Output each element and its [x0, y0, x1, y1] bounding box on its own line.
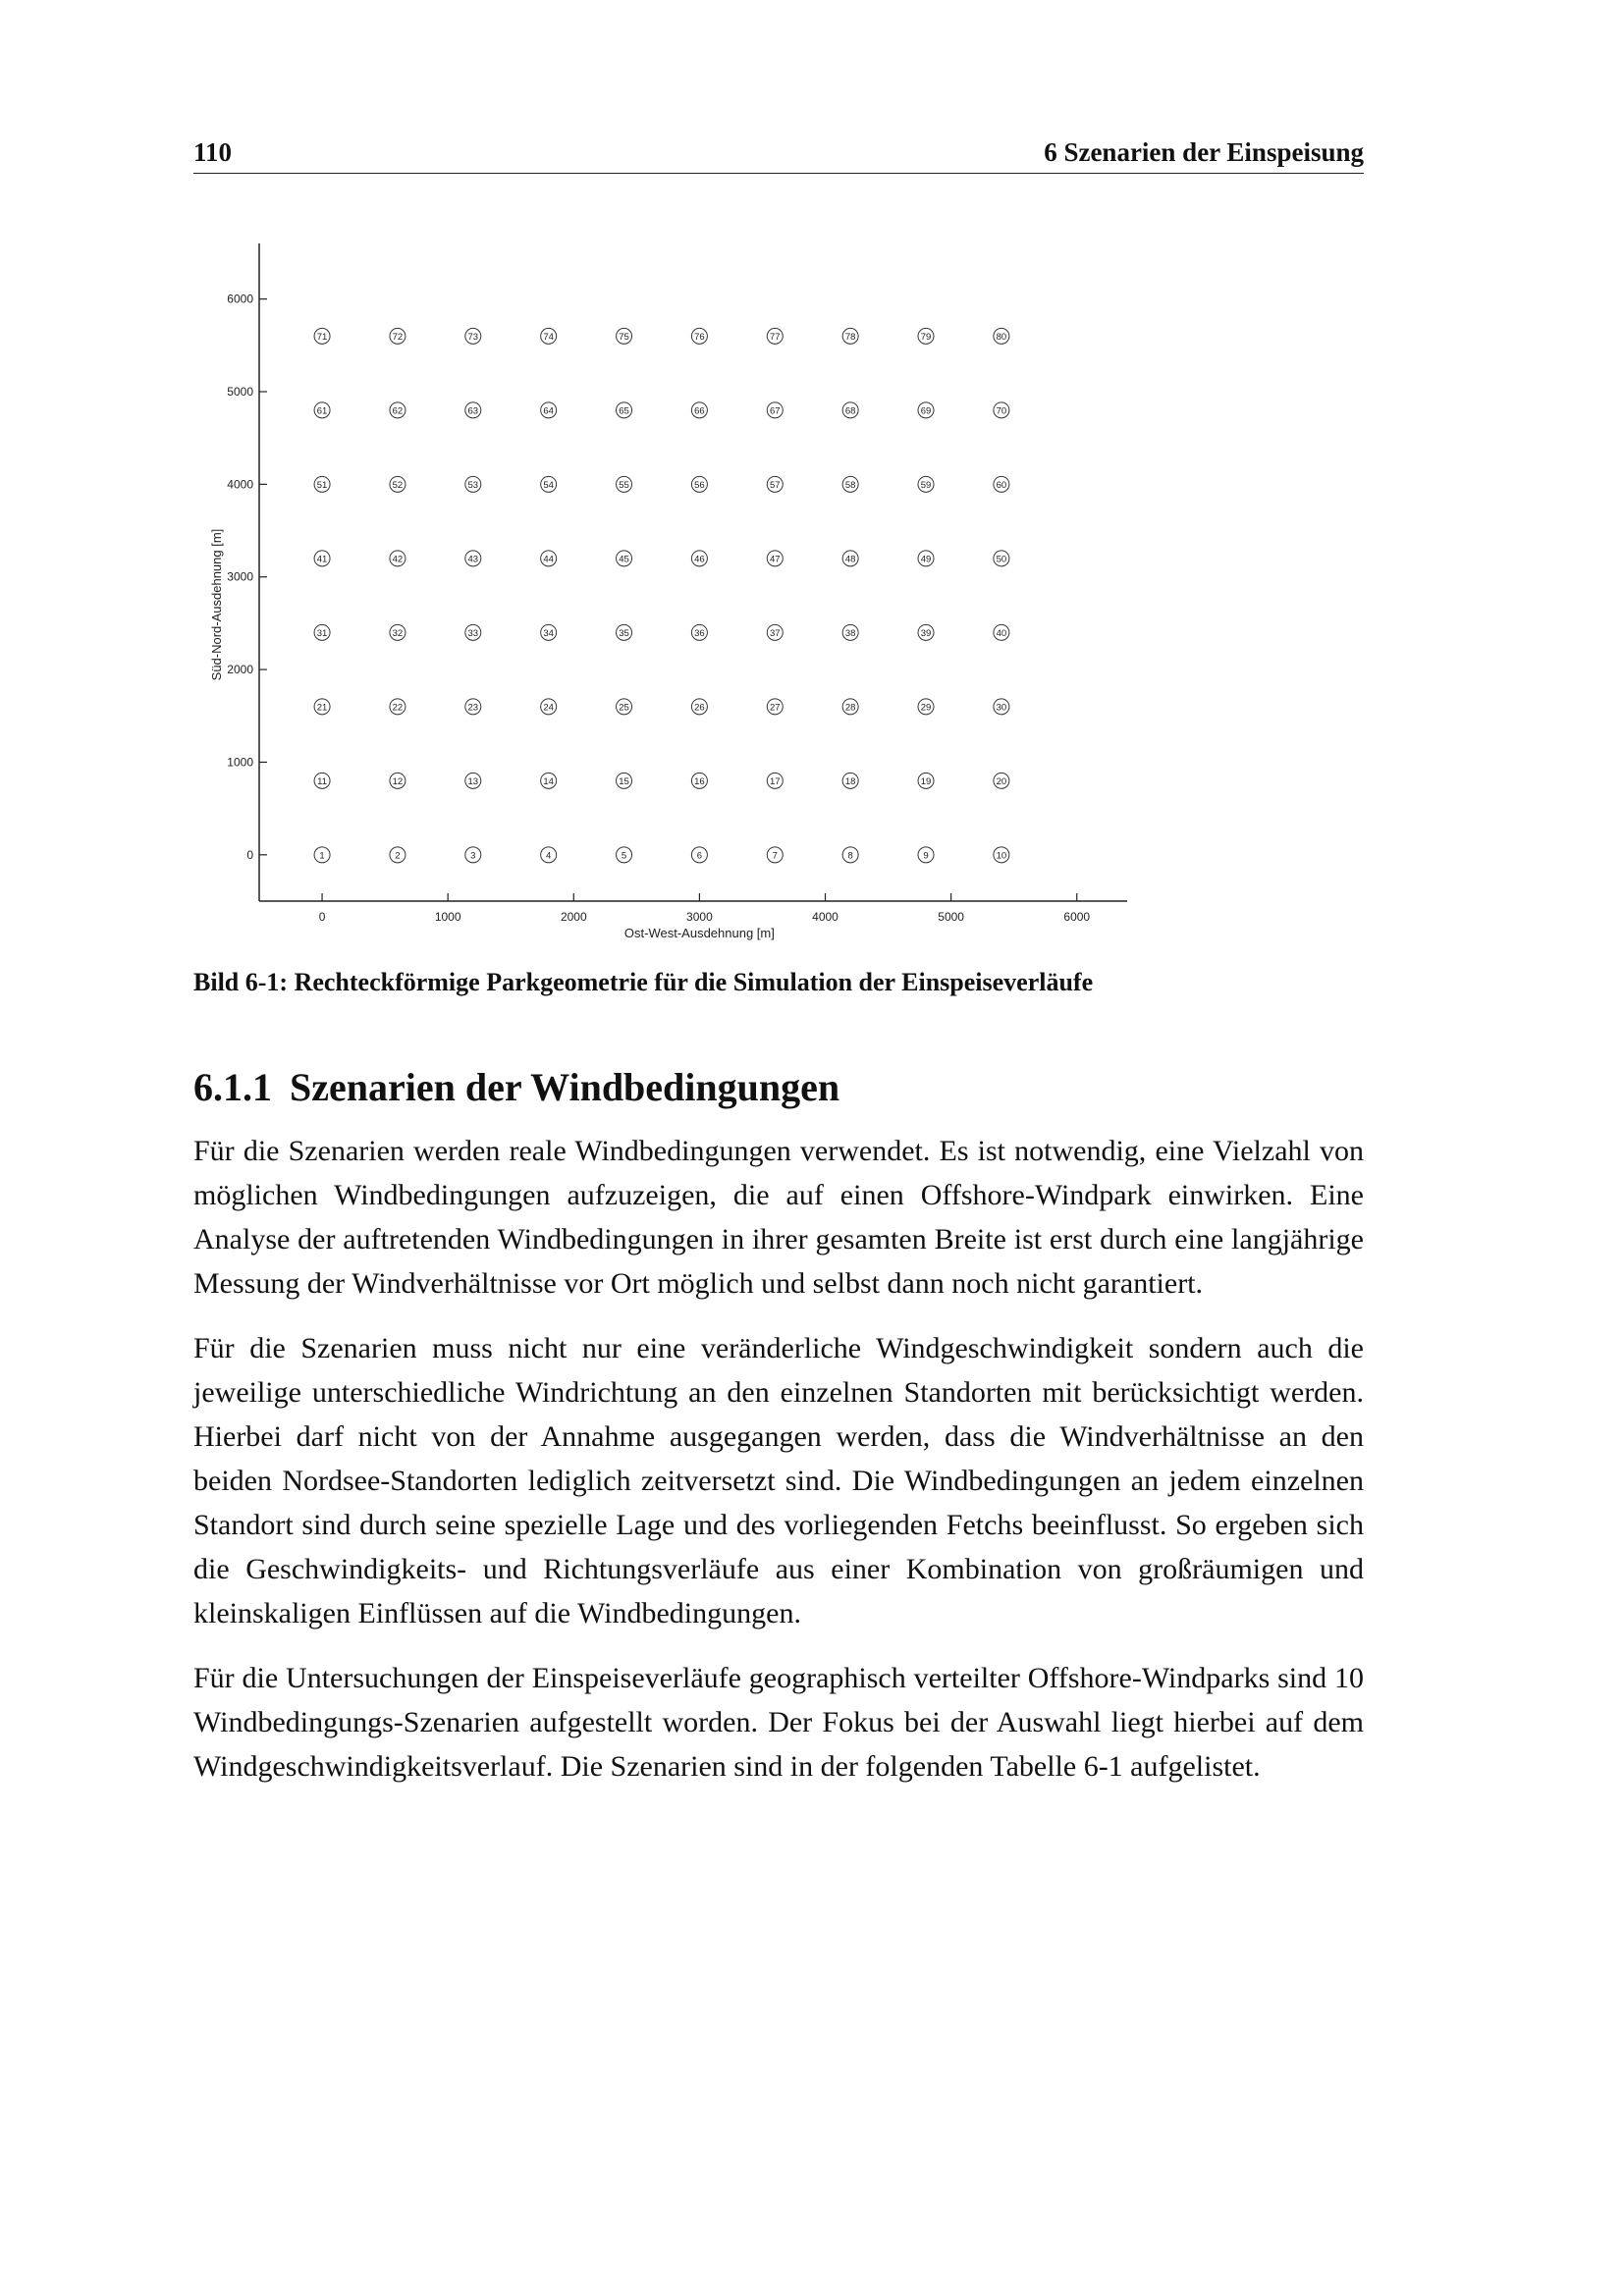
turbine-label: 71	[316, 331, 328, 343]
turbine-marker	[541, 328, 557, 344]
turbine-marker	[390, 624, 406, 640]
turbine-label: 20	[996, 775, 1007, 787]
turbine-marker	[465, 476, 481, 492]
turbine-label: 10	[996, 850, 1007, 862]
turbine-label: 70	[996, 405, 1007, 417]
turbine-label: 50	[996, 554, 1007, 565]
turbine-label: 14	[543, 775, 554, 787]
turbine-label: 7	[772, 850, 778, 862]
turbine-marker	[691, 624, 707, 640]
turbine-label: 33	[467, 627, 479, 639]
turbine-marker	[842, 476, 858, 492]
turbine-marker	[390, 328, 406, 344]
turbine-label: 43	[467, 554, 479, 565]
turbine-marker	[465, 402, 481, 418]
turbine-marker	[617, 328, 632, 344]
turbine-marker	[918, 551, 934, 566]
turbine-label: 67	[769, 405, 781, 417]
turbine-marker	[617, 476, 632, 492]
turbine-label: 19	[920, 775, 932, 787]
turbine-marker	[918, 328, 934, 344]
turbine-label: 68	[844, 405, 856, 417]
turbine-label: 29	[920, 702, 932, 714]
turbine-label: 60	[996, 479, 1007, 491]
x-tick-label: 1000	[434, 910, 461, 924]
turbine-marker	[767, 699, 783, 715]
turbine-label: 53	[467, 479, 479, 491]
turbine-marker	[994, 328, 1009, 344]
turbine-marker	[767, 773, 783, 788]
turbine-label: 64	[543, 405, 554, 417]
chart-marks	[314, 328, 1009, 862]
turbine-marker	[994, 624, 1009, 640]
turbine-label: 73	[467, 331, 479, 343]
turbine-label: 72	[392, 331, 404, 343]
turbine-label: 69	[920, 405, 932, 417]
turbine-marker	[541, 773, 557, 788]
turbine-marker	[390, 476, 406, 492]
turbine-label: 35	[619, 627, 629, 639]
turbine-marker	[767, 847, 783, 863]
turbine-label: 48	[844, 554, 856, 565]
turbine-label: 3	[470, 850, 476, 862]
turbine-marker	[617, 551, 632, 566]
turbine-label: 15	[619, 775, 629, 787]
turbine-label: 6	[696, 850, 703, 862]
turbine-label: 41	[316, 554, 328, 565]
turbine-marker	[617, 847, 632, 863]
turbine-label: 36	[694, 627, 705, 639]
y-tick-label: 5000	[227, 384, 253, 399]
turbine-marker	[918, 476, 934, 492]
turbine-label: 27	[769, 702, 781, 714]
turbine-label: 65	[619, 405, 629, 417]
turbine-label: 12	[392, 775, 404, 787]
turbine-marker	[994, 847, 1009, 863]
turbine-marker	[617, 402, 632, 418]
turbine-label: 47	[769, 554, 781, 565]
turbine-label: 42	[392, 554, 404, 565]
turbine-label: 79	[920, 331, 932, 343]
turbine-label: 49	[920, 554, 932, 565]
turbine-label: 66	[694, 405, 705, 417]
turbine-marker	[314, 402, 330, 418]
turbine-marker	[314, 699, 330, 715]
turbine-marker	[842, 773, 858, 788]
turbine-label: 63	[467, 405, 479, 417]
turbine-marker	[541, 624, 557, 640]
turbine-marker	[767, 402, 783, 418]
turbine-marker	[541, 699, 557, 715]
turbine-marker	[314, 328, 330, 344]
turbine-marker	[617, 699, 632, 715]
turbine-marker	[767, 551, 783, 566]
paragraph-3: Für die Untersuchungen der Einspeiseverläufe geographisch verteilter Offshore-Windparks sind 10 Windbedingungs-Szenarien aufgestellt worden. Der Fokus bei der Auswahl liegt hierbei auf dem Windgeschwindigkeitsverlauf. Die Szenarien sind in der folgenden Tabelle 6-1 aufgelistet.	[193, 1662, 1364, 1783]
turbine-marker	[994, 476, 1009, 492]
paragraph-1: Für die Szenarien werden reale Windbedingungen verwendet. Es ist notwendig, eine Vielzahl von möglichen Windbedingungen aufzuzeigen, die auf einen Offshore-Windpark einwirken. Eine Analyse der auftretenden Windbedingungen in ihrer gesamten Breite ist erst durch eine langjährige Messung der Windverhältnisse vor Ort möglich und selbst dann noch nicht garantiert.	[193, 1135, 1364, 1300]
turbine-marker	[617, 624, 632, 640]
turbine-label: 24	[543, 702, 554, 714]
turbine-label: 54	[543, 479, 554, 491]
turbine-marker	[465, 773, 481, 788]
turbine-label: 26	[694, 702, 705, 714]
turbine-label: 75	[619, 331, 629, 343]
turbine-marker	[767, 328, 783, 344]
turbine-label: 17	[769, 775, 781, 787]
turbine-marker	[918, 624, 934, 640]
turbine-label: 77	[769, 331, 781, 343]
turbine-marker	[994, 699, 1009, 715]
turbine-marker	[390, 847, 406, 863]
turbine-marker	[390, 699, 406, 715]
turbine-marker	[541, 551, 557, 566]
turbine-label: 25	[619, 702, 629, 714]
turbine-label: 78	[844, 331, 856, 343]
turbine-label: 59	[920, 479, 932, 491]
turbine-marker	[465, 328, 481, 344]
turbine-marker	[390, 773, 406, 788]
turbine-marker	[314, 624, 330, 640]
turbine-marker	[842, 402, 858, 418]
y-tick-label: 2000	[227, 663, 253, 677]
turbine-marker	[465, 624, 481, 640]
turbine-label: 34	[543, 627, 554, 639]
turbine-label: 76	[694, 331, 705, 343]
x-axis-label: Ost-West-Ausdehnung [m]	[623, 926, 775, 940]
y-tick-label: 0	[246, 847, 253, 862]
turbine-label: 22	[392, 702, 404, 714]
turbine-label: 18	[844, 775, 856, 787]
turbine-marker	[541, 847, 557, 863]
section-number: 6.1.1	[193, 1065, 272, 1109]
turbine-marker	[691, 328, 707, 344]
x-tick-label: 5000	[938, 910, 964, 924]
turbine-label: 51	[316, 479, 328, 491]
turbine-marker	[767, 476, 783, 492]
turbine-marker	[842, 551, 858, 566]
chart-axes	[209, 243, 1127, 940]
turbine-label: 5	[621, 850, 627, 862]
turbine-label: 61	[316, 405, 328, 417]
turbine-marker	[617, 773, 632, 788]
turbine-marker	[842, 328, 858, 344]
turbine-marker	[314, 476, 330, 492]
turbine-label: 21	[316, 702, 328, 714]
turbine-label: 8	[847, 850, 853, 862]
y-tick-label: 6000	[227, 292, 253, 306]
turbine-label: 23	[467, 702, 479, 714]
turbine-marker	[541, 476, 557, 492]
section-heading	[193, 1064, 839, 1110]
turbine-label: 9	[923, 850, 929, 862]
body-text	[193, 1129, 1364, 1809]
turbine-marker	[465, 699, 481, 715]
turbine-marker	[390, 551, 406, 566]
turbine-label: 16	[694, 775, 705, 787]
turbine-marker	[314, 551, 330, 566]
turbine-label: 28	[844, 702, 856, 714]
turbine-label: 62	[392, 405, 404, 417]
turbine-marker	[918, 847, 934, 863]
turbine-label: 1	[319, 850, 325, 862]
turbine-label: 31	[316, 627, 328, 639]
turbine-marker	[842, 847, 858, 863]
turbine-marker	[842, 624, 858, 640]
turbine-marker	[842, 699, 858, 715]
turbine-marker	[691, 699, 707, 715]
turbine-marker	[541, 402, 557, 418]
turbine-label: 57	[769, 479, 781, 491]
y-tick-label: 1000	[227, 755, 253, 770]
turbine-label: 4	[546, 850, 552, 862]
turbine-marker	[314, 847, 330, 863]
turbine-label: 55	[619, 479, 629, 491]
turbine-label: 13	[467, 775, 479, 787]
turbine-marker	[314, 773, 330, 788]
turbine-label: 39	[920, 627, 932, 639]
turbine-marker	[465, 847, 481, 863]
turbine-marker	[767, 624, 783, 640]
turbine-marker	[465, 551, 481, 566]
turbine-marker	[390, 402, 406, 418]
turbine-label: 11	[317, 775, 327, 787]
park-geometry-chart	[0, 0, 1623, 952]
turbine-marker	[691, 476, 707, 492]
x-tick-label: 2000	[560, 910, 587, 924]
turbine-marker	[918, 773, 934, 788]
turbine-marker	[691, 847, 707, 863]
x-tick-label: 6000	[1063, 910, 1091, 924]
turbine-marker	[994, 402, 1009, 418]
turbine-label: 56	[694, 479, 705, 491]
turbine-marker	[918, 699, 934, 715]
y-tick-label: 3000	[227, 569, 253, 584]
paragraph-2: Für die Szenarien muss nicht nur eine veränderliche Windgeschwindigkeit sondern auch die jeweilige unterschiedliche Windrichtung an den einzelnen Standorten mit berücksichtigt werden. Hierbei darf nicht von der Annahme ausgegangen werden, dass die Windverhältnisse an den beiden Nordsee-Standorten lediglich zeitversetzt sind. Die Windbedingungen an jedem einzelnen Standort sind durch seine spezielle Lage und des vorliegenden Fetchs beeinflusst. So ergeben sich die Geschwindigkeits- und Richtungsverläufe aus einer Kombination von großräumigen und kleinskaligen Einflüssen auf die Windbedingungen.	[193, 1332, 1364, 1629]
turbine-label: 46	[694, 554, 705, 565]
turbine-label: 32	[392, 627, 404, 639]
turbine-label: 30	[996, 702, 1007, 714]
turbine-label: 38	[844, 627, 856, 639]
figure-caption: Bild 6-1: Rechteckförmige Parkgeometrie für die Simulation der Einspeiseverläufe	[193, 968, 1094, 996]
page-number: 110	[193, 137, 233, 167]
x-tick-label: 4000	[812, 910, 839, 924]
y-tick-label: 4000	[227, 477, 253, 492]
turbine-marker	[918, 402, 934, 418]
running-title: 6 Szenarien der Einspeisung	[1044, 137, 1364, 167]
turbine-marker	[994, 551, 1009, 566]
turbine-label: 74	[543, 331, 554, 343]
turbine-label: 37	[769, 627, 781, 639]
turbine-label: 2	[395, 850, 401, 862]
section-title: Szenarien der Windbedingungen	[290, 1065, 840, 1109]
turbine-marker	[691, 773, 707, 788]
turbine-marker	[691, 402, 707, 418]
x-tick-label: 3000	[686, 910, 713, 924]
turbine-label: 80	[996, 331, 1007, 343]
turbine-label: 58	[844, 479, 856, 491]
y-axis-label: Süd-Nord-Ausdehnung [m]	[209, 528, 224, 681]
turbine-label: 40	[996, 627, 1007, 639]
turbine-label: 45	[619, 554, 629, 565]
turbine-label: 52	[392, 479, 404, 491]
turbine-label: 44	[543, 554, 554, 565]
turbine-marker	[691, 551, 707, 566]
turbine-marker	[994, 773, 1009, 788]
x-tick-label: 0	[318, 910, 326, 924]
